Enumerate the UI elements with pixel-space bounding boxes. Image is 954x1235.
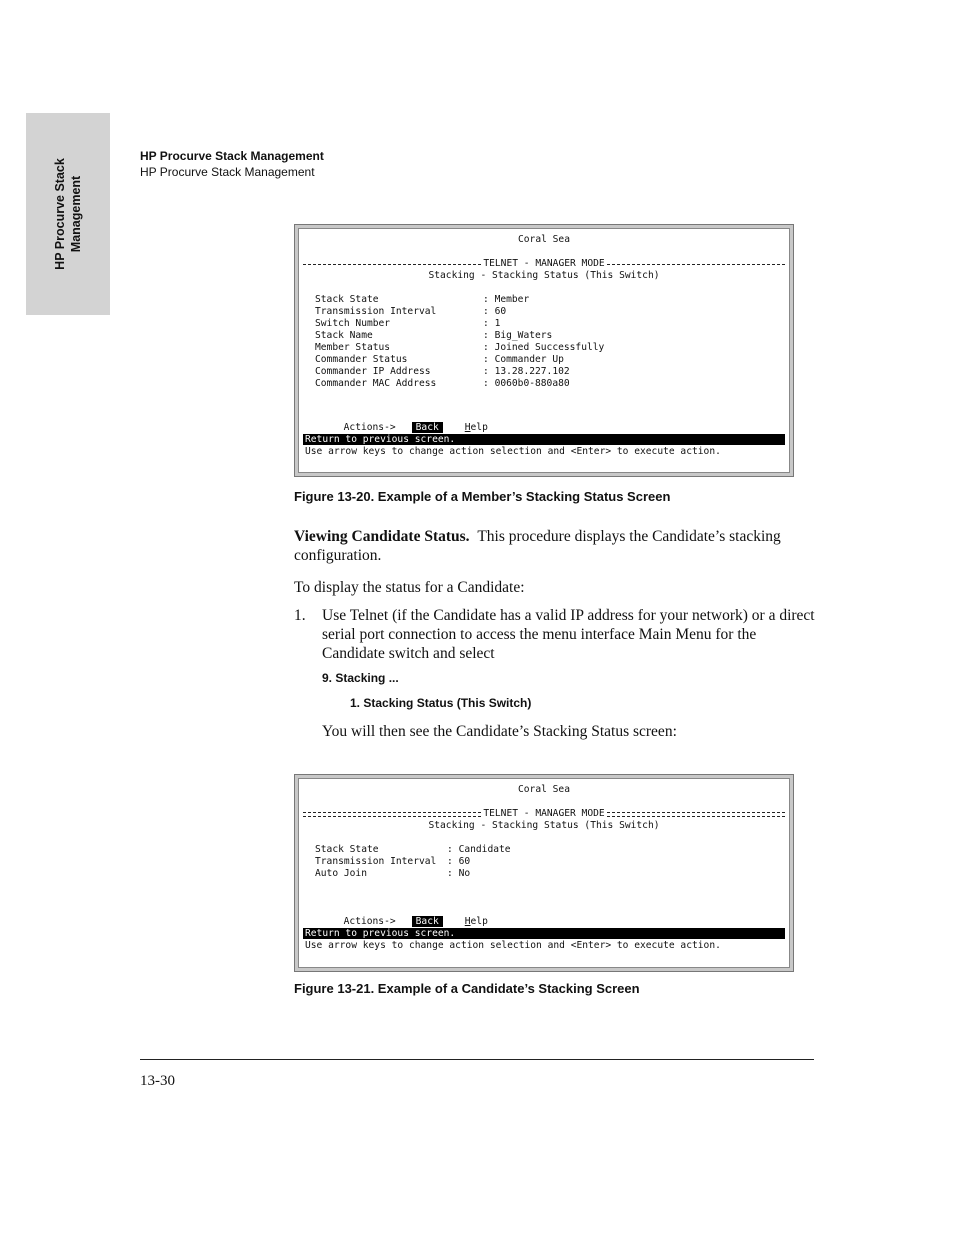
terminal-screen-member xyxy=(294,224,794,477)
running-head-section: HP Procurve Stack Management xyxy=(140,165,315,179)
field-row: Stack State : Member xyxy=(315,294,530,305)
help-hint: Use arrow keys to change action selection and <Enter> to execute action. xyxy=(305,446,721,457)
system-name: Coral Sea xyxy=(518,784,570,795)
field-row: Transmission Interval : 60 xyxy=(315,856,471,867)
field-row: Commander IP Address : 13.28.227.102 xyxy=(315,366,570,377)
actions-label: Actions-> xyxy=(343,916,396,927)
help-button[interactable]: Help xyxy=(464,916,488,927)
field-row: Stack Name : Big_Waters xyxy=(315,330,553,341)
status-bar: Return to previous screen. xyxy=(303,928,785,939)
figure-caption: Figure 13-20. Example of a Member’s Stacking Status Screen xyxy=(294,489,671,504)
footer-rule xyxy=(140,1059,814,1060)
chapter-tab-label: HP Procurve Stack Management xyxy=(53,158,83,270)
field-row: Transmission Interval : 60 xyxy=(315,306,507,317)
page-number: 13-30 xyxy=(140,1073,175,1089)
field-row: Stack State : Candidate xyxy=(315,844,511,855)
menu-path-status: 1. Stacking Status (This Switch) xyxy=(350,696,532,710)
screen-title: Stacking - Stacking Status (This Switch) xyxy=(428,270,660,281)
field-row: Member Status : Joined Successfully xyxy=(315,342,605,353)
section-heading: Viewing Candidate Status. xyxy=(294,528,470,545)
terminal-screen-candidate xyxy=(294,774,794,972)
after-text: You will then see the Candidate’s Stacking Status screen: xyxy=(322,723,677,740)
field-row: Auto Join : No xyxy=(315,868,471,879)
section-paragraph: Viewing Candidate Status. This procedure displays the Candidate’s stacking configuration. xyxy=(294,528,781,564)
intro-text: To display the status for a Candidate: xyxy=(294,579,525,596)
mode-banner: TELNET - MANAGER MODE xyxy=(303,808,785,820)
step-number: 1. xyxy=(294,607,306,624)
screen-title: Stacking - Stacking Status (This Switch) xyxy=(428,820,660,831)
help-button[interactable]: Help xyxy=(464,422,488,433)
field-row: Commander Status : Commander Up xyxy=(315,354,564,365)
field-row: Switch Number : 1 xyxy=(315,318,501,329)
running-head xyxy=(140,148,324,180)
field-row: Commander MAC Address : 0060b0-880a80 xyxy=(315,378,570,389)
menu-path-stacking: 9. Stacking ... xyxy=(322,671,399,685)
mode-banner: TELNET - MANAGER MODE xyxy=(303,258,785,270)
back-button[interactable]: Back xyxy=(412,916,443,927)
help-hint: Use arrow keys to change action selection and <Enter> to execute action. xyxy=(305,940,721,951)
status-bar: Return to previous screen. xyxy=(303,434,785,445)
actions-label: Actions-> xyxy=(343,422,396,433)
back-button[interactable]: Back xyxy=(412,422,443,433)
running-head-chapter: HP Procurve Stack Management xyxy=(140,149,324,163)
chapter-tab xyxy=(26,113,110,315)
system-name: Coral Sea xyxy=(518,234,570,245)
figure-caption: Figure 13-21. Example of a Candidate’s Stacking Screen xyxy=(294,981,640,996)
step-text: Use Telnet (if the Candidate has a valid IP address for your network) or a direct serial port connection to access the menu interface Main Menu for the Candidate switch and select xyxy=(322,607,815,662)
